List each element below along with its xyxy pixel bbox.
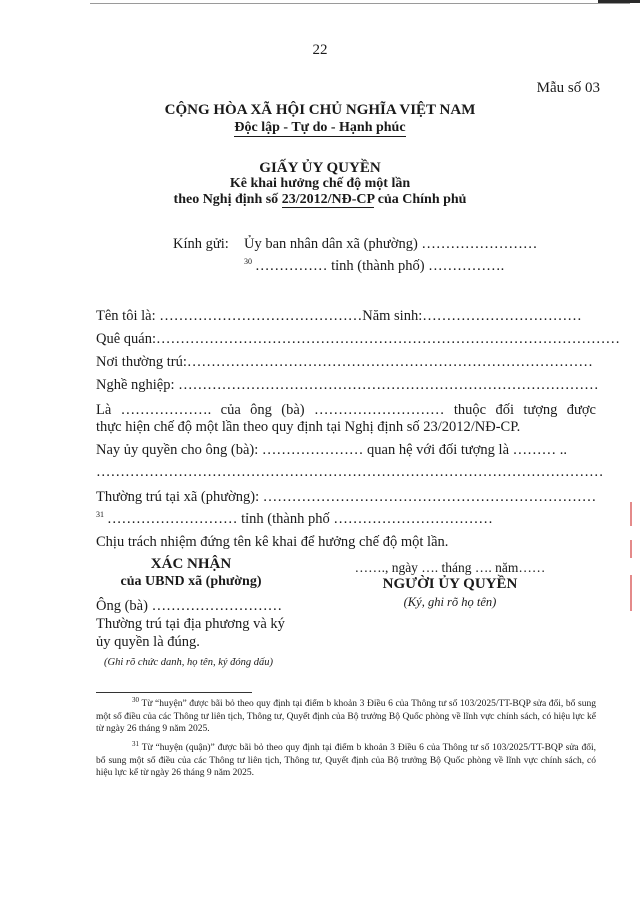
confirm-text-2: ủy quyền là đúng.	[96, 634, 200, 650]
field-blank-line: ……………………………………………………………………………………………	[96, 464, 604, 480]
addressee-label: Kính gửi:	[173, 236, 229, 252]
scan-artifact-mark	[630, 540, 632, 558]
confirm-person: Ông (bà) ………………………	[96, 598, 283, 614]
field-province: $^{31}$ ……………………… tỉnh (thành phố ……………………………	[96, 510, 493, 527]
addressee-line-2: $^{30}$ …………… tỉnh (thành phố) …………….	[244, 257, 505, 274]
scan-corner-mark	[598, 0, 640, 3]
footnote-divider	[96, 692, 252, 693]
decree-reference: theo Nghị định số 23/2012/NĐ-CP của Chính phủ	[173, 192, 467, 207]
signer-title: NGƯỜI ỦY QUYỀN	[382, 576, 518, 592]
form-number: Mẫu số 03	[536, 80, 600, 96]
footnote-30: $^{30}$ Từ “huyện” được bãi bỏ theo quy định tại điểm b khoản 3 Điều 6 của Thông tư số 103/2025/TT-BQP sửa đổi, bổ sung một số điều của các Thông tư liên tịch, Thông tư, Quyết định của Bộ trưởng Bộ Quốc phòng về lĩnh vực chính sách, có hiệu lực kể từ ngày 26 tháng 9 năm 2025.	[96, 696, 596, 734]
responsibility-statement: Chịu trách nhiệm đứng tên kê khai để hưởng chế độ một lần.	[96, 534, 449, 550]
footnote-ref-31: 31	[96, 510, 104, 519]
document-subtitle: Kê khai hưởng chế độ một lần	[229, 176, 411, 191]
decree-number: 23/2012/NĐ-CP	[281, 192, 375, 207]
signer-note: (Ký, ghi rõ họ tên)	[403, 595, 497, 609]
field-relation-line-1: Là ………………. của ông (bà) ……………………… thuộc đối tượng được	[96, 402, 596, 418]
nation-name: CỘNG HÒA XÃ HỘI CHỦ NGHĨA VIỆT NAM	[164, 102, 476, 118]
field-occupation: Nghề nghiệp: ……………………………………………………………………………	[96, 377, 599, 393]
page-number: 22	[312, 42, 328, 58]
footnote-ref-30: 30	[244, 257, 252, 266]
field-residence: Nơi thường trú:…………………………………………………………………………	[96, 354, 593, 370]
field-name: Tên tôi là: ……………………………………Năm sinh:……………………………	[96, 308, 582, 324]
field-commune: Thường trú tại xã (phường): ……………………………………………………………	[96, 489, 597, 505]
confirm-note: (Ghi rõ chức danh, họ tên, ký đóng dấu)	[104, 657, 274, 668]
scan-artifact-mark	[630, 575, 632, 611]
confirm-org: của UBND xã (phường)	[120, 574, 262, 589]
signer-date: ……., ngày …. tháng …. năm……	[354, 560, 546, 575]
addressee-line-1: Ủy ban nhân dân xã (phường) ……………………	[244, 236, 538, 252]
field-authorize: Nay ủy quyền cho ông (bà): ………………… quan hệ với đối tượng là ……… ..	[96, 442, 568, 458]
field-hometown: Quê quán:……………………………………………………………………………………	[96, 331, 620, 347]
confirm-text-1: Thường trú tại địa phương và ký	[96, 616, 285, 632]
confirm-title: XÁC NHẬN	[150, 556, 232, 572]
national-motto: Độc lập - Tự do - Hạnh phúc	[234, 120, 406, 135]
document-title: GIẤY ỦY QUYỀN	[259, 160, 381, 176]
footnote-31: $^{31}$ Từ “huyện (quận)” được bãi bỏ theo quy định tại điểm b khoản 3 Điều 6 của Thông tư số 103/2025/TT-BQP sửa đổi, bổ sung một số điều của các Thông tư liên tịch, Thông tư, Quyết định của Bộ trưởng Bộ Quốc phòng về lĩnh vực chính sách, có hiệu lực kể từ ngày 26 tháng 9 năm 2025.	[96, 740, 596, 778]
field-relation-line-2: thực hiện chế độ một lần theo quy định tại Nghị định số 23/2012/NĐ-CP.	[96, 419, 521, 435]
scan-edge-line	[90, 3, 630, 4]
scan-artifact-mark	[630, 502, 632, 526]
